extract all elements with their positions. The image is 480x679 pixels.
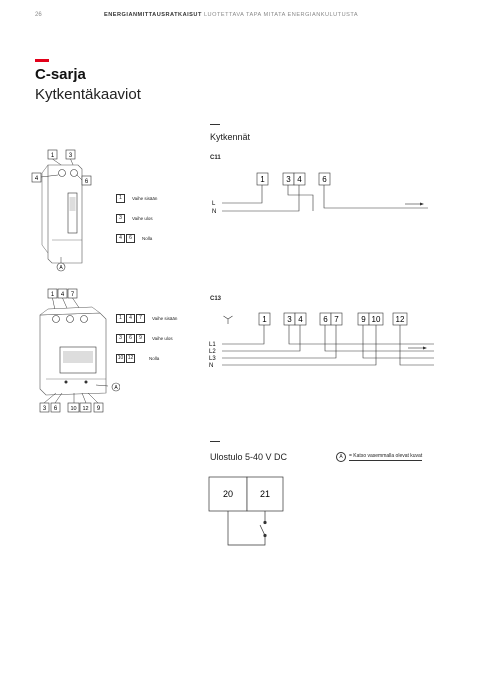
- page-number: 26: [35, 12, 42, 18]
- accent-bar: [35, 59, 49, 62]
- device2-marker: A: [114, 385, 118, 391]
- legend-number: 10: [117, 355, 124, 361]
- legend-label: Vaihe sisään: [152, 316, 178, 321]
- c11-terminal: 4: [297, 175, 302, 184]
- legend-number: 6: [126, 334, 135, 343]
- legend-label: Vaihe sisään: [132, 196, 158, 201]
- legend-label: Vaihe ulos: [132, 216, 153, 221]
- device1-illustration: [30, 145, 110, 275]
- section-dash: [210, 124, 220, 125]
- c13-line-label: L3: [209, 356, 216, 362]
- note-text: = Katso vasemmalla olevat kuvat: [349, 453, 423, 459]
- switch-contact: [260, 525, 265, 536]
- c11-line-label: L: [212, 201, 216, 207]
- legend-number: 6: [126, 234, 135, 243]
- device1-legend: [116, 194, 157, 243]
- three-phase-icon: [224, 316, 233, 324]
- output-terminal: 21: [259, 489, 271, 499]
- device2-terminal: 1: [50, 292, 55, 298]
- legend-row: [116, 194, 157, 203]
- legend-row: [116, 214, 157, 223]
- legend-number: 9: [136, 334, 145, 343]
- c13-terminal: 7: [334, 315, 339, 324]
- c13-terminal: 10: [371, 315, 381, 324]
- legend-number: 4: [126, 314, 135, 323]
- legend-row: [116, 314, 177, 323]
- device2-terminal: 4: [60, 292, 65, 298]
- connections-title: Kytkennät: [210, 132, 251, 142]
- legend-row: [116, 334, 177, 343]
- c13-terminal: 3: [287, 315, 292, 324]
- device1-terminal-4: 4: [34, 176, 39, 182]
- c13-line-label: L2: [209, 349, 216, 355]
- c13-terminal: 1: [262, 315, 267, 324]
- c13-terminal: 6: [323, 315, 328, 324]
- legend-number: 7: [136, 314, 145, 323]
- c11-label: C11: [210, 155, 221, 161]
- legend-number: 12: [127, 355, 134, 361]
- legend-number: 1: [116, 314, 125, 323]
- header-tagline: LUOTETTAVA TAPA MITATA ENERGIANKULUTUSTA: [203, 12, 359, 18]
- legend-label: Vaihe ulos: [152, 336, 173, 341]
- output-terminal: 20: [222, 489, 234, 499]
- legend-row: [116, 234, 157, 243]
- device1-terminal-6: 6: [84, 179, 89, 185]
- c13-terminal: 9: [361, 315, 366, 324]
- page-subtitle: Kytkentäkaaviot: [35, 86, 141, 103]
- device2-terminal: 3: [42, 406, 47, 412]
- section-dash: [210, 441, 220, 442]
- legend-row: [116, 354, 177, 363]
- c13-label: C13: [210, 296, 222, 302]
- header-section: ENERGIANMITTAUSRATKAISUT: [104, 12, 202, 18]
- device2-terminal: 7: [70, 292, 75, 298]
- c11-terminal: 1: [260, 175, 265, 184]
- c11-terminal: 3: [286, 175, 291, 184]
- note-marker: A: [336, 452, 346, 462]
- c13-wiring-diagram: [208, 308, 438, 378]
- c11-wiring-diagram: [210, 168, 435, 218]
- marker-note: [336, 452, 422, 462]
- legend-number: 3: [116, 334, 125, 343]
- legend-label: Nolla: [142, 236, 153, 241]
- device1-marker: A: [59, 265, 63, 271]
- output-wiring-diagram: [205, 473, 295, 553]
- c13-terminal: 4: [298, 315, 303, 324]
- c13-line-label: L1: [209, 342, 216, 348]
- legend-number: 1: [116, 194, 125, 203]
- legend-label: Nolla: [149, 356, 160, 361]
- c11-line-label: N: [212, 209, 217, 215]
- device2-terminal: 12: [82, 406, 89, 412]
- device1-terminal-1: 1: [50, 153, 55, 159]
- device2-terminal: 9: [96, 406, 101, 412]
- legend-number: 4: [116, 234, 125, 243]
- device1-terminal-3: 3: [68, 153, 73, 159]
- device2-terminal: 6: [53, 406, 58, 412]
- device2-legend: [116, 314, 177, 363]
- legend-number: 3: [116, 214, 125, 223]
- c13-line-label: N: [209, 363, 214, 369]
- output-title: Ulostulo 5-40 V DC: [210, 452, 288, 462]
- running-header: [104, 12, 358, 18]
- page-title: C-sarja: [35, 66, 86, 83]
- device2-illustration: [30, 285, 120, 420]
- device2-terminal: 10: [70, 406, 77, 412]
- c13-terminal: 12: [395, 315, 405, 324]
- c11-terminal: 6: [322, 175, 327, 184]
